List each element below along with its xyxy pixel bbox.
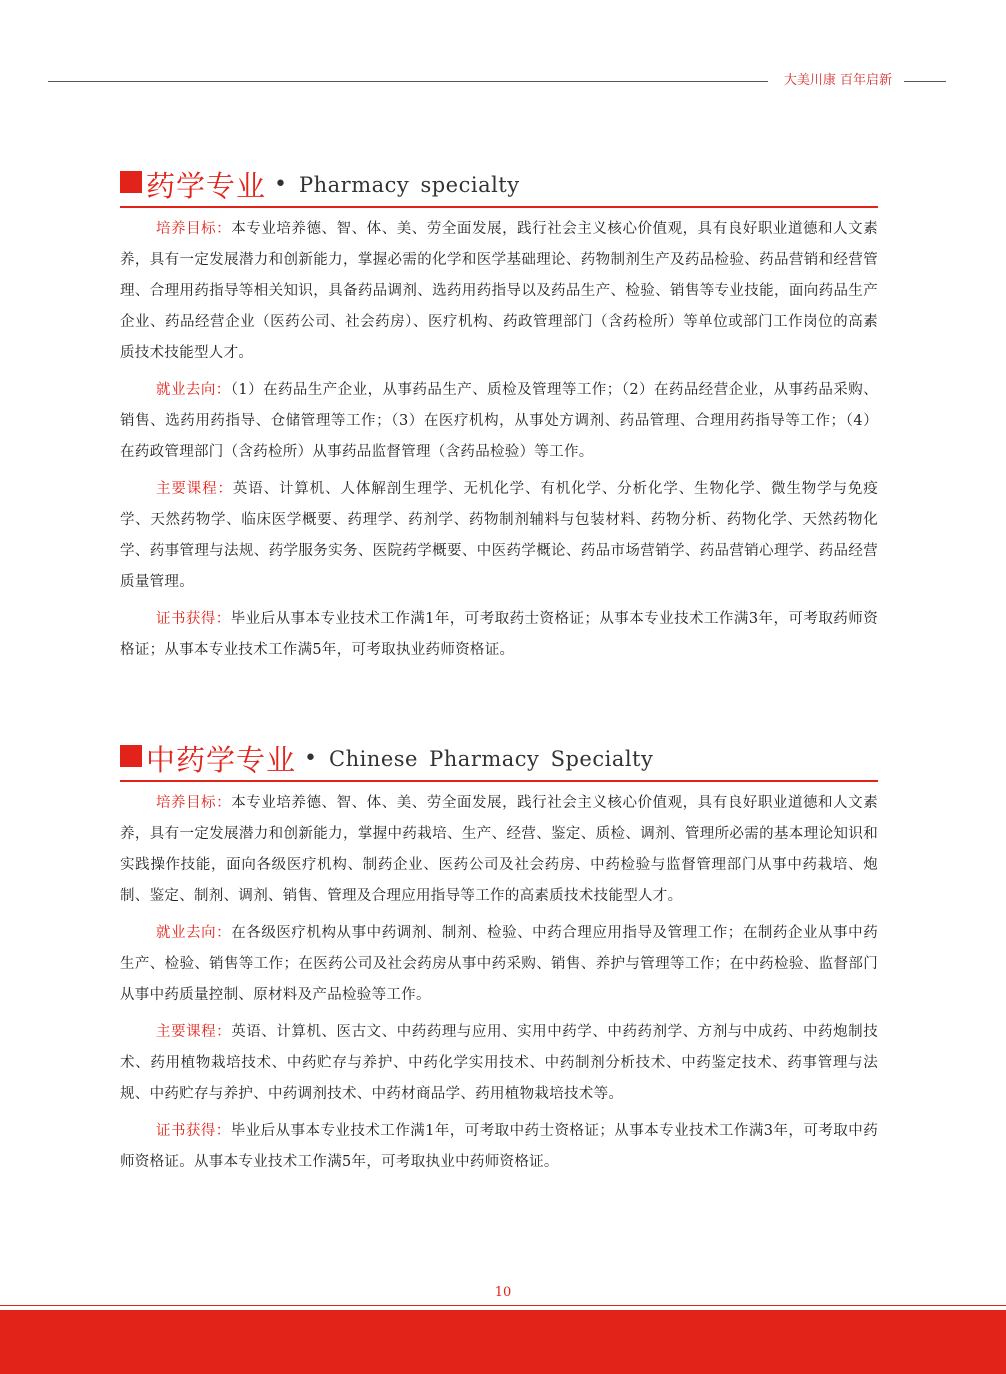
section-title xyxy=(120,164,878,204)
paragraph-text: 本专业培养德、智、体、美、劳全面发展，践行社会主义核心价值观，具有良好职业道德和人文素养，具有一定发展潜力和创新能力，掌握必需的化学和医学基础理论、药物制剂生产及药品检验、药品营销和经营管理、合理用药指导等相关知识，具备药品调剂、选药用药指导以及药品生产、检验、销售等专业技能，面向药品生产企业、药品经营企业（医药公司、社会药房）、医疗机构、药政管理部门（含药检所）等单位或部门工作岗位的高素质技术技能型人才。 xyxy=(120,221,878,361)
paragraph-label: 证书获得： xyxy=(156,1123,231,1139)
title-square-icon xyxy=(120,745,142,767)
paragraph-training-goal xyxy=(120,788,878,912)
paragraph-text: 英语、计算机、医古文、中药药理与应用、实用中药学、中药药剂学、方剂与中成药、中药炮制技术、药用植物栽培技术、中药贮存与养护、中药化学实用技术、中药制剂分析技术、中药鉴定技术、药事管理与法规、中药贮存与养护、中药调剂技术、中药材商品学、药用植物栽培技术等。 xyxy=(120,1024,878,1102)
header-rule-left xyxy=(48,81,768,82)
paragraph-text: 本专业培养德、智、体、美、劳全面发展，践行社会主义核心价值观，具有良好职业道德和人文素养，具有一定发展潜力和创新能力，掌握中药栽培、生产、经营、鉴定、质检、调剂、管理所必需的基本理论知识和实践操作技能，面向各级医疗机构、制药企业、医药公司及社会药房、中药检验与监督管理部门从事中药栽培、炮制、鉴定、制剂、调剂、销售、管理及合理应用指导等工作的高素质技术技能型人才。 xyxy=(120,795,878,904)
paragraph-training-goal xyxy=(120,214,878,369)
section-pharmacy xyxy=(120,164,878,666)
section-title xyxy=(120,738,878,778)
section-title-rule xyxy=(120,206,878,208)
section-title-en: Pharmacy specialty xyxy=(299,172,520,197)
paragraph-label: 就业去向： xyxy=(156,925,232,941)
paragraph-label: 就业去向： xyxy=(156,382,231,398)
paragraph-courses xyxy=(120,474,878,598)
section-title-cn: 药学专业 xyxy=(146,169,267,203)
paragraph-label: 证书获得： xyxy=(156,611,231,627)
page-number: 10 xyxy=(494,1285,512,1300)
paragraph-certificates xyxy=(120,604,878,666)
section-chinese-pharmacy xyxy=(120,738,878,1178)
header-rule-right xyxy=(904,81,946,82)
section-title-en: Chinese Pharmacy Specialty xyxy=(329,746,654,771)
paragraph-certificates xyxy=(120,1116,878,1178)
title-square-icon xyxy=(120,171,142,193)
paragraph-label: 培养目标： xyxy=(156,795,232,811)
paragraph-courses xyxy=(120,1017,878,1110)
paragraph-label: 主要课程： xyxy=(156,1024,232,1040)
title-separator: • xyxy=(274,172,287,197)
paragraph-text: 在各级医疗机构从事中药调剂、制剂、检验、中药合理应用指导及管理工作；在制药企业从事中药生产、检验、销售等工作；在医药公司及社会药房从事中药采购、销售、养护与管理等工作；在中药检验、监督部门从事中药质量控制、原材料及产品检验等工作。 xyxy=(120,925,878,1003)
section-title-rule xyxy=(120,780,878,782)
paragraph-text: 毕业后从事本专业技术工作满1年，可考取药士资格证；从事本专业技术工作满3年，可考取药师资格证；从事本专业技术工作满5年，可考取执业药师资格证。 xyxy=(120,611,878,658)
paragraph-text: 毕业后从事本专业技术工作满1年，可考取中药士资格证；从事本专业技术工作满3年，可考取中药师资格证。从事本专业技术工作满5年，可考取执业中药师资格证。 xyxy=(120,1123,878,1170)
paragraph-label: 主要课程： xyxy=(156,481,233,497)
paragraph-label: 培养目标： xyxy=(156,221,232,237)
paragraph-text: （1）在药品生产企业，从事药品生产、质检及管理等工作；（2）在药品经营企业，从事药品采购、销售、选药用药指导、仓储管理等工作；（3）在医疗机构，从事处方调剂、药品管理、合理用药指导等工作；（4）在药政管理部门（含药检所）从事药品监督管理（含药品检验）等工作。 xyxy=(120,382,878,460)
section-title-cn: 中药学专业 xyxy=(146,743,297,777)
paragraph-employment xyxy=(120,375,878,468)
header-slogan: 大美川康 百年启新 xyxy=(783,73,893,88)
footer-rule xyxy=(0,1305,1006,1306)
paragraph-employment xyxy=(120,918,878,1011)
paragraph-text: 英语、计算机、人体解剖生理学、无机化学、有机化学、分析化学、生物化学、微生物学与免疫学、天然药物学、临床医学概要、药理学、药剂学、药物制剂辅料与包装材料、药物分析、药物化学、天然药物化学、药事管理与法规、药学服务实务、医院药学概要、中医药学概论、药品市场营销学、药品营销心理学、药品经营质量管理。 xyxy=(120,481,878,590)
footer-band xyxy=(0,1310,1006,1374)
title-separator: • xyxy=(304,746,317,771)
